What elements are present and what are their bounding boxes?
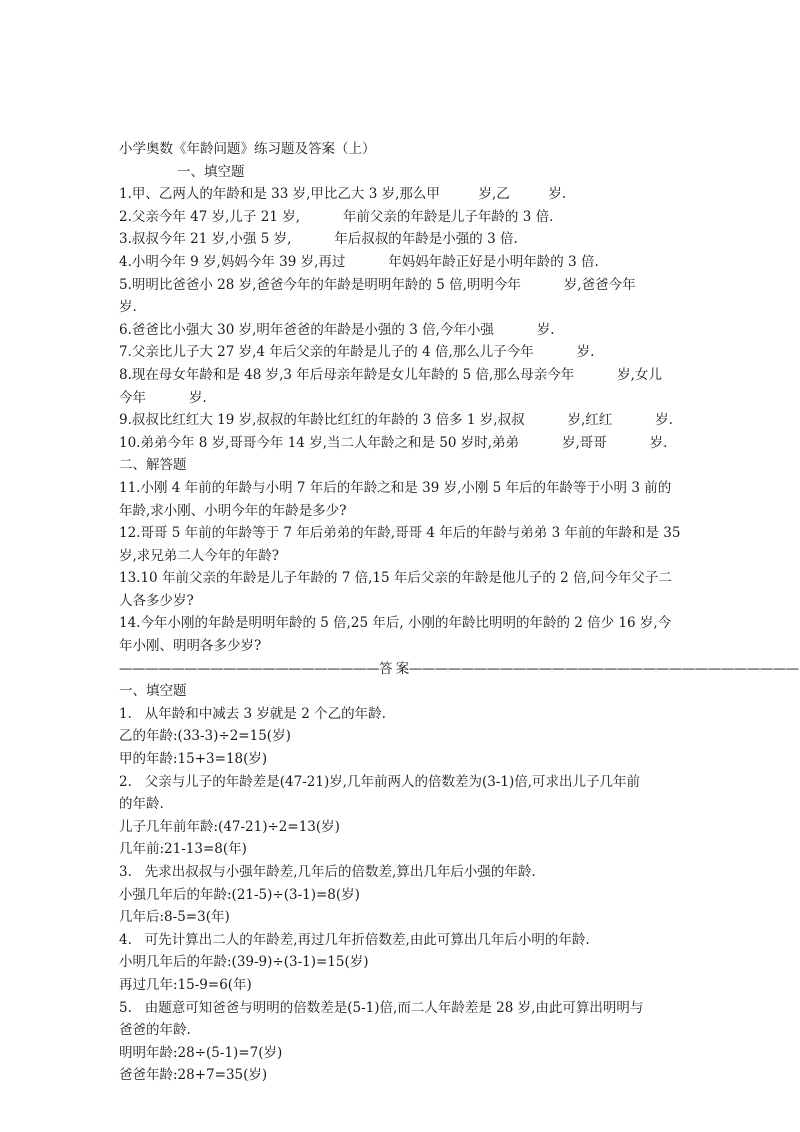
answers-section-heading: 一、填空题 (119, 683, 187, 700)
problem-question-line: 11.小刚 4 年前的年龄与小明 7 年后的年龄之和是 39 岁,小刚 5 年后的年龄等于小明 3 前的 (119, 479, 672, 496)
fill-in-question-line: 10.弟弟今年 8 岁,哥哥今年 14 岁,当二人年龄之和是 50 岁时,弟弟 岁,哥哥 岁. (119, 434, 668, 451)
fill-in-question (119, 432, 689, 455)
fill-in-question-line: 5.明明比爸爸小 28 岁,爸爸今年的年龄是明明年龄的 5 倍,明明今年 岁,爸爸今年 (119, 276, 636, 293)
answer-line: 爸爸年龄:28+7=35(岁) (119, 1067, 268, 1084)
section-heading-fill-in: 一、填空题 (177, 163, 245, 180)
fill-in-question-line: 8.现在母女年龄和是 48 岁,3 年后母亲年龄是女儿年龄的 5 倍,那么母亲今年 岁,女儿 (119, 366, 662, 383)
problem-question (119, 477, 689, 522)
section-heading-problems: 二、解答题 (119, 457, 187, 474)
fill-in-question (119, 183, 689, 206)
problem-questions (119, 477, 689, 658)
answer-line: 5. 由题意可知爸爸与明明的倍数差是(5-1)倍,而二人年龄差是 28 岁,由此可算出明明与 (119, 999, 644, 1016)
fill-in-question (119, 274, 689, 319)
problem-question (119, 567, 689, 612)
fill-in-question-line: 7.父亲比儿子大 27 岁,4 年后父亲的年龄是儿子的 4 倍,那么儿子今年 岁. (119, 344, 595, 361)
problem-question-line: 岁,求兄弟二人今年的年龄? (119, 547, 280, 564)
fill-in-question (119, 319, 689, 342)
document-title: 小学奥数《年龄问题》练习题及答案（上） (119, 141, 376, 157)
fill-in-question-line: 6.爸爸比小强大 30 岁,明年爸爸的年龄是小强的 3 倍,今年小强 岁. (119, 321, 555, 338)
fill-in-question-line: 今年 岁. (119, 389, 207, 406)
answer-line: 明明年龄:28÷(5-1)=7(岁) (119, 1044, 283, 1061)
answer-line: 2. 父亲与儿子的年龄差是(47-21)岁,几年前两人的倍数差为(3-1)倍,可求出儿子几年前 (119, 773, 641, 790)
fill-in-question-line: 4.小明今年 9 岁,妈妈今年 39 岁,再过 年妈妈年龄正好是小明年龄的 3 倍. (119, 253, 599, 270)
problem-question-line: 13.10 年前父亲的年龄是儿子年龄的 7 倍,15 年后父亲的年龄是他儿子的 2 倍,问今年父子二 (119, 570, 672, 587)
answer-line: 甲的年龄:15+3=18(岁) (119, 751, 268, 768)
fill-in-question (119, 364, 689, 409)
answer-line: 的年龄. (119, 796, 164, 813)
answer-line: 儿子几年前年龄:(47-21)÷2=13(岁) (119, 818, 340, 835)
fill-in-questions (119, 183, 689, 454)
answer-list (119, 703, 689, 1087)
answer-line: 爸爸的年龄. (119, 1022, 191, 1039)
problem-question (119, 612, 689, 657)
answer-line: 再过几年:15-9=6(年) (119, 976, 252, 993)
fill-in-question (119, 228, 689, 251)
answer-line: 几年前:21-13=8(年) (119, 841, 247, 858)
fill-in-question (119, 341, 689, 364)
answer-line: 1. 从年龄和中减去 3 岁就是 2 个乙的年龄. (119, 705, 386, 722)
answer-divider: ————————————————————答 案—————————————————————————————— (119, 660, 799, 677)
problem-question-line: 14.今年小刚的年龄是明明年龄的 5 倍,25 年后, 小刚的年龄比明明的年龄的 2 倍少 16 岁,今 (119, 615, 672, 632)
answer-line: 小强几年后的年龄:(21-5)÷(3-1)=8(岁) (119, 886, 360, 903)
problem-question-line: 年小刚、明明各多少岁? (119, 638, 262, 655)
fill-in-question-line: 9.叔叔比红红大 19 岁,叔叔的年龄比红红的年龄的 3 倍多 1 岁,叔叔 岁,红红 岁. (119, 412, 673, 429)
answer-line: 3. 先求出叔叔与小强年龄差,几年后的倍数差,算出几年后小强的年龄. (119, 864, 536, 880)
fill-in-question (119, 409, 689, 432)
fill-in-question (119, 251, 689, 274)
problem-question-line: 12.哥哥 5 年前的年龄等于 7 年后弟弟的年龄,哥哥 4 年后的年龄与弟弟 3 年前的年龄和是 35 (119, 525, 681, 542)
fill-in-question-line: 3.叔叔今年 21 岁,小强 5 岁, 年后叔叔的年龄是小强的 3 倍. (119, 231, 518, 248)
problem-question-line: 年龄,求小刚、小明今年的年龄是多少? (119, 502, 347, 519)
problem-question-line: 人各多少岁? (119, 592, 194, 609)
answer-line: 几年后:8-5=3(年) (119, 909, 230, 926)
fill-in-question (119, 206, 689, 229)
answer-line: 小明几年后的年龄:(39-9)÷(3-1)=15(岁) (119, 954, 369, 971)
fill-in-question-line: 1.甲、乙两人的年龄和是 33 岁,甲比乙大 3 岁,那么甲 岁,乙 岁. (119, 186, 567, 203)
answer-line: 乙的年龄:(33-3)÷2=15(岁) (119, 728, 291, 745)
worksheet-page (119, 138, 799, 1087)
answer-line: 4. 可先计算出二人的年龄差,再过几年折倍数差,由此可算出几年后小明的年龄. (119, 931, 590, 948)
fill-in-question-line: 2.父亲今年 47 岁,儿子 21 岁, 年前父亲的年龄是儿子年龄的 3 倍. (119, 208, 554, 225)
problem-question (119, 522, 689, 567)
fill-in-question-line: 岁. (119, 299, 137, 316)
